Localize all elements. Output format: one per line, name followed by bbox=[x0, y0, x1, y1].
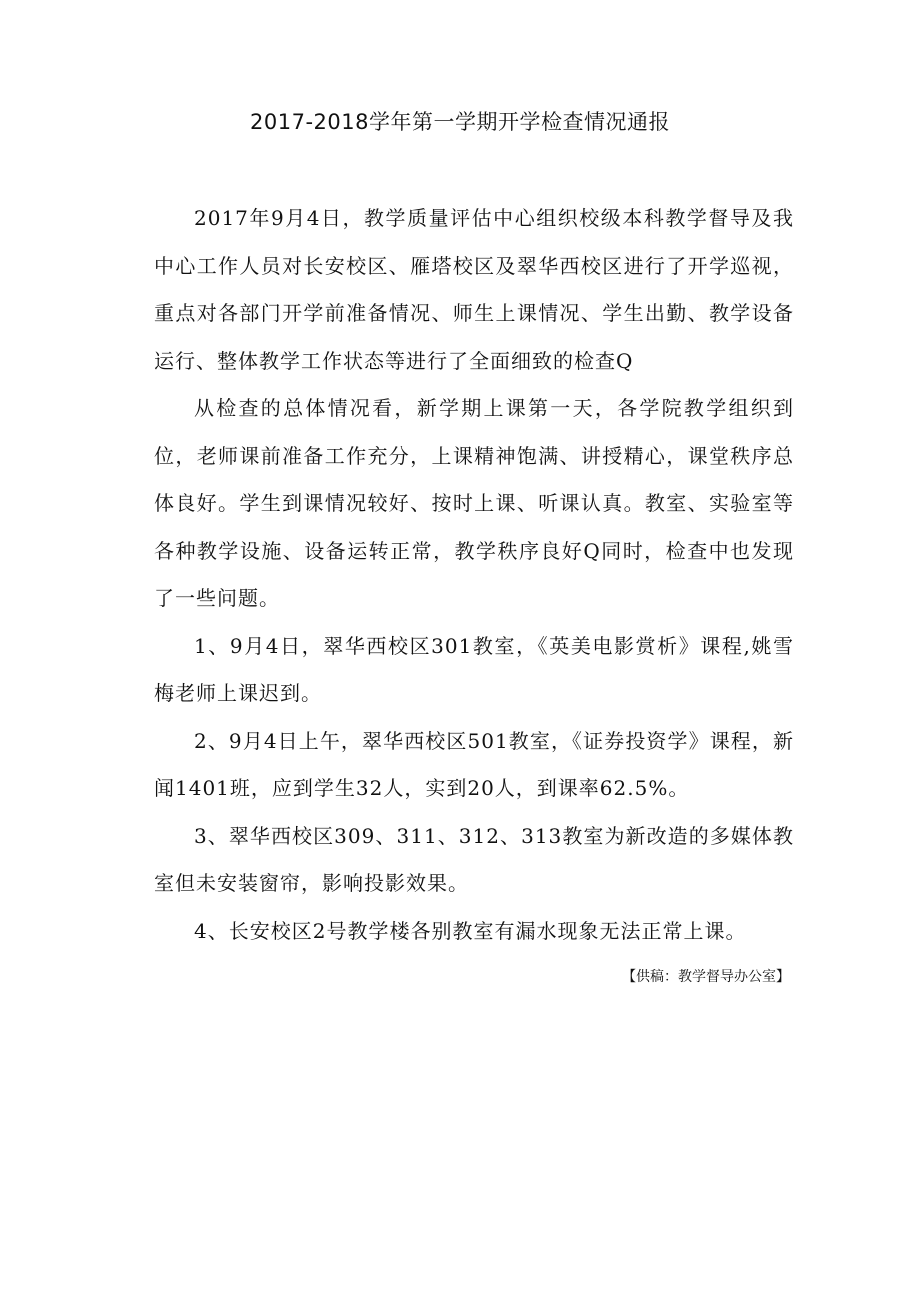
document-body bbox=[154, 195, 794, 955]
document-title: 2017-2018学年第一学期开学检查情况通报 bbox=[250, 110, 670, 134]
paragraph-inspection-overview: 2017年9月4日，教学质量评估中心组织校级本科教学督导及我中心工作人员对长安校区、雁塔校区及翠华西校区进行了开学巡视，重点对各部门开学前准备情况、师生上课情况、学生出勤、教学设备运行、整体教学工作状态等进行了全面细致的检查Q bbox=[154, 206, 794, 373]
issue-item-3: 3、翠华西校区309、311、312、313教室为新改造的多媒体教室但未安装窗帘，影响投影效果。 bbox=[154, 823, 794, 895]
issue-item-4: 4、长安校区2号教学楼各别教室有漏水现象无法正常上课。 bbox=[194, 918, 747, 943]
issue-item-1: 1、9月4日，翠华西校区301教室，《英美电影赏析》课程,姚雪梅老师上课迟到。 bbox=[154, 633, 794, 705]
source-note: 【供稿：教学督导办公室】 bbox=[622, 969, 790, 985]
paragraph-overall-situation: 从检查的总体情况看，新学期上课第一天，各学院教学组织到位，老师课前准备工作充分，上课精神饱满、讲授精心，课堂秩序总体良好。学生到课情况较好、按时上课、听课认真。教室、实验室等各种教学设施、设备运转正常，教学秩序良好Q同时，检查中也发现了一些问题。 bbox=[154, 396, 794, 610]
issue-item-2: 2、9月4日上午，翠华西校区501教室，《证券投资学》课程，新闻1401班，应到学生32人，实到20人，到课率62.5%。 bbox=[154, 728, 794, 800]
